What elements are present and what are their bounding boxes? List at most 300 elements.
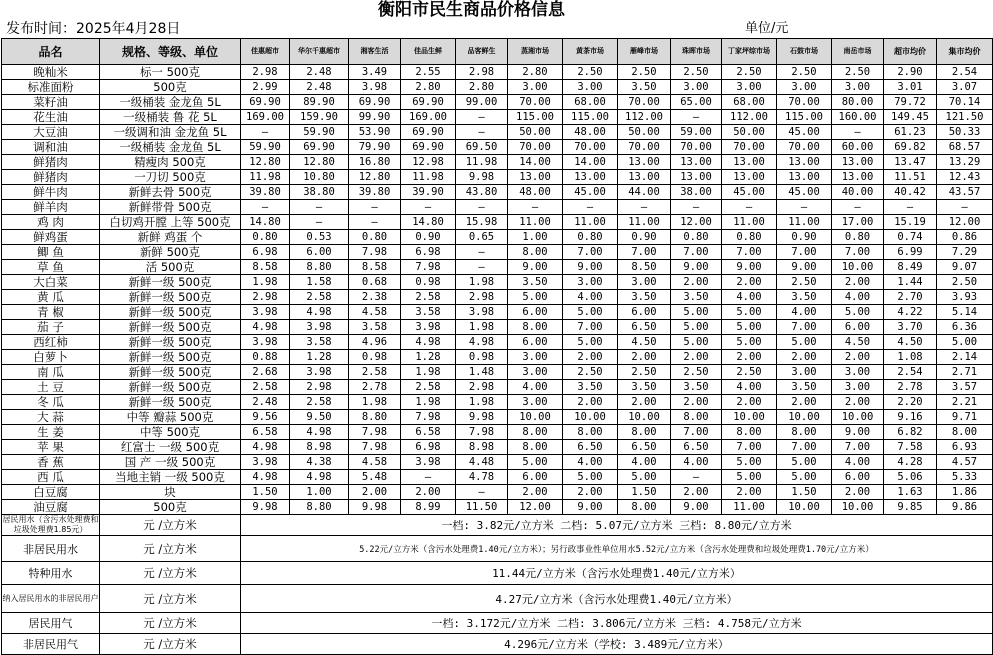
price-cell: 12.00	[671, 215, 722, 230]
price-table	[1, 38, 993, 655]
price-cell: 0.80	[563, 230, 618, 245]
price-cell: 11.00	[777, 215, 832, 230]
price-cell: 80.00	[832, 95, 884, 110]
price-cell: 169.00	[401, 110, 456, 125]
price-cell: 11.98	[241, 170, 290, 185]
average-price-cell: 2.20	[884, 395, 937, 410]
product-name: 鲜牛肉	[2, 185, 100, 200]
price-cell: 2.00	[722, 350, 777, 365]
price-cell: 1.98	[456, 395, 508, 410]
header-store: 南岳市场	[832, 39, 884, 65]
price-cell: 70.00	[671, 140, 722, 155]
table-row	[2, 110, 993, 125]
price-cell: 13.00	[563, 170, 618, 185]
price-cell: 10.00	[722, 410, 777, 425]
average-price-cell: 1.86	[937, 485, 993, 500]
price-cell: 3.98	[456, 305, 508, 320]
price-cell: 3.50	[618, 290, 671, 305]
table-row	[2, 275, 993, 290]
price-cell: 69.90	[349, 95, 401, 110]
average-price-cell: 2.71	[937, 365, 993, 380]
price-cell: 6.98	[401, 245, 456, 260]
price-cell: 5.00	[722, 320, 777, 335]
price-cell: 0.98	[349, 350, 401, 365]
product-spec: 红富士 一级 500克	[100, 440, 241, 455]
price-cell: 4.00	[671, 455, 722, 470]
product-spec: 新鲜去骨 500克	[100, 185, 241, 200]
header-store: 品客鲜生	[456, 39, 508, 65]
price-cell: 9.00	[832, 425, 884, 440]
price-cell: 8.58	[349, 260, 401, 275]
price-cell: 2.00	[832, 275, 884, 290]
price-cell: 3.49	[349, 65, 401, 80]
price-cell: 2.00	[832, 395, 884, 410]
price-cell: 13.00	[722, 170, 777, 185]
price-cell: 1.98	[401, 365, 456, 380]
average-price-cell: 13.29	[937, 155, 993, 170]
table-row	[2, 320, 993, 335]
price-cell: 59.90	[241, 140, 290, 155]
table-row	[2, 155, 993, 170]
price-cell: 9.98	[349, 500, 401, 515]
product-spec: 新鲜一级 500克	[100, 365, 241, 380]
table-row	[2, 65, 993, 80]
price-cell: —	[508, 200, 563, 215]
price-cell: 7.00	[671, 245, 722, 260]
price-cell: 48.00	[508, 185, 563, 200]
price-cell: 7.98	[401, 410, 456, 425]
price-cell: 99.90	[349, 110, 401, 125]
price-cell: 16.80	[349, 155, 401, 170]
price-cell: 7.00	[618, 245, 671, 260]
product-name: 菜籽油	[2, 95, 100, 110]
price-cell: 8.00	[618, 425, 671, 440]
price-cell: 2.00	[671, 485, 722, 500]
product-spec: 新鲜一级 500克	[100, 335, 241, 350]
table-row	[2, 95, 993, 110]
price-cell: 1.28	[290, 350, 349, 365]
price-cell: 1.50	[777, 485, 832, 500]
product-name: 油豆腐	[2, 500, 100, 515]
price-cell: 13.00	[618, 170, 671, 185]
price-cell: 5.00	[722, 305, 777, 320]
price-cell: 8.00	[563, 425, 618, 440]
price-cell: 2.58	[290, 395, 349, 410]
price-cell: 0.65	[456, 230, 508, 245]
price-cell: 2.58	[241, 380, 290, 395]
price-cell: 53.90	[349, 125, 401, 140]
price-cell: 48.00	[563, 125, 618, 140]
utility-row	[2, 585, 993, 613]
price-cell: 2.00	[618, 395, 671, 410]
table-row	[2, 470, 993, 485]
price-cell: 1.28	[401, 350, 456, 365]
table-row	[2, 440, 993, 455]
product-name: 鲜羊肉	[2, 200, 100, 215]
price-cell: 6.00	[832, 470, 884, 485]
price-cell: 1.98	[349, 395, 401, 410]
price-cell: 13.00	[671, 170, 722, 185]
price-cell: 4.50	[618, 335, 671, 350]
price-cell: 2.00	[671, 275, 722, 290]
page-title: 衡阳市民生商品价格信息	[378, 0, 565, 20]
price-cell: 10.80	[290, 170, 349, 185]
average-price-cell: 2.14	[937, 350, 993, 365]
price-cell: 2.00	[832, 350, 884, 365]
price-cell: 70.00	[618, 95, 671, 110]
average-price-cell: 50.33	[937, 125, 993, 140]
product-name: 白豆腐	[2, 485, 100, 500]
price-cell: 0.90	[401, 230, 456, 245]
price-cell: 3.58	[349, 320, 401, 335]
price-cell: 69.90	[401, 95, 456, 110]
price-cell: 3.98	[241, 335, 290, 350]
product-name: 白萝卜	[2, 350, 100, 365]
price-cell: 0.80	[349, 230, 401, 245]
product-name: 晚籼米	[2, 65, 100, 80]
average-price-cell: 8.00	[937, 425, 993, 440]
price-cell: 3.00	[563, 275, 618, 290]
price-cell: 2.58	[349, 365, 401, 380]
publish-date: 发布时间：2025年4月28日	[6, 21, 181, 37]
price-cell: 2.00	[722, 485, 777, 500]
product-spec: 标一 500克	[100, 65, 241, 80]
price-cell: 3.98	[401, 320, 456, 335]
price-cell: 4.58	[349, 305, 401, 320]
average-price-cell: 9.85	[884, 500, 937, 515]
price-cell: 50.00	[508, 125, 563, 140]
price-cell: 2.58	[401, 380, 456, 395]
price-cell: 3.98	[290, 365, 349, 380]
price-cell: 11.98	[456, 155, 508, 170]
price-cell: 9.98	[456, 410, 508, 425]
price-cell: 45.00	[563, 185, 618, 200]
price-cell: 12.80	[290, 155, 349, 170]
product-name: 西 瓜	[2, 470, 100, 485]
price-cell: 45.00	[777, 185, 832, 200]
price-cell: 9.00	[722, 260, 777, 275]
price-cell: 2.38	[349, 290, 401, 305]
price-cell: 0.80	[671, 230, 722, 245]
utility-row	[2, 515, 993, 536]
price-cell: 1.98	[456, 275, 508, 290]
price-cell: 8.80	[349, 410, 401, 425]
product-name: 大白菜	[2, 275, 100, 290]
price-cell: 9.00	[671, 260, 722, 275]
price-cell: 9.00	[671, 500, 722, 515]
price-cell: 10.00	[832, 260, 884, 275]
product-spec: 新鲜一级 500克	[100, 350, 241, 365]
table-row	[2, 425, 993, 440]
price-cell: 3.58	[290, 335, 349, 350]
utility-name: 非居民用气	[2, 634, 100, 655]
product-name: 黄 瓜	[2, 290, 100, 305]
product-spec: 一级桶装 鲁 花 5L	[100, 110, 241, 125]
product-spec: 中等 500克	[100, 425, 241, 440]
price-cell: 9.50	[290, 410, 349, 425]
price-cell: 3.98	[290, 320, 349, 335]
price-cell: 13.00	[832, 155, 884, 170]
price-cell: 0.80	[241, 230, 290, 245]
price-cell: 2.50	[777, 65, 832, 80]
price-cell: 50.00	[618, 125, 671, 140]
price-cell: 69.90	[290, 140, 349, 155]
unit-label: 单位/元	[745, 21, 789, 36]
product-name: 大 蒜	[2, 410, 100, 425]
average-price-cell: 7.58	[884, 440, 937, 455]
table-row	[2, 185, 993, 200]
product-spec: 新鲜一级 500克	[100, 290, 241, 305]
utility-price-desc: 5.22元/立方米（含污水处理费1.40元/立方米）；另行政事业性单位用水5.52元/立方米（含污水处理费和垃圾处理费1.70元/立方米）	[241, 536, 993, 562]
utility-unit: 元 /立方米	[100, 536, 241, 562]
average-price-cell: 7.29	[937, 245, 993, 260]
average-price-cell: 6.93	[937, 440, 993, 455]
product-spec: 国 产 一级 500克	[100, 455, 241, 470]
price-cell: 39.80	[241, 185, 290, 200]
header-name: 品名	[2, 39, 100, 65]
average-price-cell: 70.14	[937, 95, 993, 110]
price-cell: 9.00	[777, 260, 832, 275]
price-cell: 10.00	[618, 410, 671, 425]
price-cell: 69.90	[401, 140, 456, 155]
price-cell: 2.00	[563, 350, 618, 365]
price-cell: 9.98	[456, 170, 508, 185]
price-cell: —	[349, 215, 401, 230]
utility-name: 居民用水（含污水处理费和垃圾处理费1.85元）	[2, 515, 99, 534]
average-price-cell: 13.47	[884, 155, 937, 170]
price-cell: 70.00	[777, 140, 832, 155]
price-cell: 3.50	[508, 275, 563, 290]
price-cell: —	[456, 485, 508, 500]
price-cell: 4.00	[777, 305, 832, 320]
price-cell: 5.00	[722, 335, 777, 350]
price-cell: 10.00	[832, 500, 884, 515]
price-cell: 2.00	[671, 395, 722, 410]
utility-name: 特种用水	[2, 562, 100, 585]
price-cell: 2.78	[349, 380, 401, 395]
price-cell: 2.48	[290, 80, 349, 95]
product-spec: 活 500克	[100, 260, 241, 275]
price-cell: 3.00	[777, 80, 832, 95]
price-cell: 4.00	[618, 455, 671, 470]
price-cell: 2.00	[832, 485, 884, 500]
price-cell: —	[456, 260, 508, 275]
price-cell: 8.00	[777, 425, 832, 440]
average-price-cell: 2.21	[937, 395, 993, 410]
price-cell: 1.48	[456, 365, 508, 380]
price-cell: 3.50	[671, 290, 722, 305]
price-cell: 13.00	[777, 155, 832, 170]
price-cell: 38.00	[671, 185, 722, 200]
average-price-cell: 5.33	[937, 470, 993, 485]
price-cell: 11.00	[508, 215, 563, 230]
utility-unit: 元 /立方米	[100, 515, 241, 536]
price-cell: 7.00	[563, 245, 618, 260]
header-store: 雁峰市场	[618, 39, 671, 65]
average-price-cell: 2.50	[937, 275, 993, 290]
price-cell: 45.00	[722, 185, 777, 200]
price-cell: 8.99	[401, 500, 456, 515]
price-cell: 5.00	[671, 305, 722, 320]
price-cell: 7.00	[722, 245, 777, 260]
price-cell: 4.96	[349, 335, 401, 350]
table-row	[2, 260, 993, 275]
price-cell: 11.00	[722, 500, 777, 515]
price-cell: —	[401, 470, 456, 485]
price-cell: 1.00	[290, 485, 349, 500]
price-cell: 43.80	[456, 185, 508, 200]
price-cell: 5.00	[777, 470, 832, 485]
price-cell: —	[832, 125, 884, 140]
price-cell: 11.00	[563, 215, 618, 230]
product-name: 苹 果	[2, 440, 100, 455]
price-cell: 6.50	[563, 440, 618, 455]
price-cell: 4.00	[832, 290, 884, 305]
price-cell: —	[563, 200, 618, 215]
average-price-cell: 61.23	[884, 125, 937, 140]
price-cell: 13.00	[618, 155, 671, 170]
product-spec: 一级桶装 金龙鱼 5L	[100, 95, 241, 110]
product-spec: 新鲜带骨 500克	[100, 200, 241, 215]
price-cell: 2.00	[349, 485, 401, 500]
price-cell: 9.56	[241, 410, 290, 425]
header-store: 珠晖市场	[671, 39, 722, 65]
price-cell: 60.00	[832, 140, 884, 155]
product-spec: 精瘦肉 500克	[100, 155, 241, 170]
price-cell: 4.50	[832, 335, 884, 350]
price-cell: 2.50	[832, 65, 884, 80]
price-cell: 45.00	[777, 125, 832, 140]
price-cell: 3.00	[722, 80, 777, 95]
price-cell: 2.00	[563, 485, 618, 500]
price-cell: 6.58	[241, 425, 290, 440]
price-cell: 5.00	[722, 455, 777, 470]
table-row	[2, 485, 993, 500]
utility-name: 非居民用水	[2, 536, 100, 562]
price-cell: 3.98	[401, 455, 456, 470]
price-cell: 5.00	[508, 455, 563, 470]
price-cell: 8.98	[290, 440, 349, 455]
price-cell: 2.50	[618, 65, 671, 80]
table-row	[2, 245, 993, 260]
price-cell: 14.00	[563, 155, 618, 170]
price-cell: 2.50	[777, 275, 832, 290]
price-cell: 4.58	[349, 455, 401, 470]
utility-price-desc: 一档: 3.82元/立方米 二档: 5.07元/立方米 三档: 8.80元/立方米	[241, 515, 993, 536]
price-cell: 6.00	[290, 245, 349, 260]
price-cell: 65.00	[671, 95, 722, 110]
price-cell: 3.50	[777, 290, 832, 305]
product-name: 香 蕉	[2, 455, 100, 470]
price-cell: —	[290, 200, 349, 215]
price-cell: 0.90	[777, 230, 832, 245]
price-cell: 7.98	[401, 260, 456, 275]
price-cell: 6.50	[671, 440, 722, 455]
price-cell: 4.00	[563, 290, 618, 305]
price-cell: 0.53	[290, 230, 349, 245]
average-price-cell: 0.74	[884, 230, 937, 245]
product-name: 大豆油	[2, 125, 100, 140]
utility-unit: 元 /立方米	[100, 634, 241, 655]
price-cell: 4.98	[241, 320, 290, 335]
table-row	[2, 80, 993, 95]
price-cell: 4.98	[290, 470, 349, 485]
average-price-cell: 9.86	[937, 500, 993, 515]
utility-unit: 元 /立方米	[100, 613, 241, 634]
price-cell: 39.90	[401, 185, 456, 200]
price-cell: —	[290, 215, 349, 230]
price-cell: 10.00	[777, 410, 832, 425]
price-cell: 99.00	[456, 95, 508, 110]
table-row	[2, 305, 993, 320]
price-cell: 89.90	[290, 95, 349, 110]
average-price-cell: 3.07	[937, 80, 993, 95]
product-name: 鸡 肉	[2, 215, 100, 230]
header-store: 佳品生鲜	[401, 39, 456, 65]
table-row	[2, 455, 993, 470]
header-store: 佳惠超市	[241, 39, 290, 65]
price-cell: —	[401, 200, 456, 215]
price-cell: 8.80	[290, 500, 349, 515]
price-cell: 2.68	[241, 365, 290, 380]
price-cell: 4.48	[456, 455, 508, 470]
price-cell: —	[671, 470, 722, 485]
table-row	[2, 290, 993, 305]
price-cell: 2.98	[241, 65, 290, 80]
price-cell: 0.88	[241, 350, 290, 365]
price-cell: 70.00	[777, 95, 832, 110]
price-cell: 3.98	[349, 80, 401, 95]
price-cell: 0.90	[618, 230, 671, 245]
price-cell: 14.00	[508, 155, 563, 170]
average-price-cell: 1.63	[884, 485, 937, 500]
average-price-cell: —	[884, 200, 937, 215]
average-price-cell: 121.50	[937, 110, 993, 125]
price-cell: 3.58	[401, 305, 456, 320]
price-cell: 3.00	[671, 80, 722, 95]
price-cell: 2.00	[508, 485, 563, 500]
price-cell: 4.00	[508, 380, 563, 395]
price-cell: 8.00	[508, 320, 563, 335]
price-cell: 9.98	[241, 500, 290, 515]
average-price-cell: 79.72	[884, 95, 937, 110]
price-cell: 7.00	[777, 320, 832, 335]
average-price-cell: 9.07	[937, 260, 993, 275]
price-cell: 3.98	[241, 455, 290, 470]
header-store: 蒸湘市场	[508, 39, 563, 65]
price-cell: 68.00	[563, 95, 618, 110]
price-cell: 2.58	[401, 290, 456, 305]
price-cell: 2.98	[456, 290, 508, 305]
price-cell: 7.00	[832, 440, 884, 455]
average-price-cell: 5.06	[884, 470, 937, 485]
price-cell: 6.00	[508, 305, 563, 320]
price-cell: 5.00	[618, 470, 671, 485]
price-cell: 68.00	[722, 95, 777, 110]
average-price-cell: 11.51	[884, 170, 937, 185]
price-cell: 70.00	[508, 140, 563, 155]
utility-price-desc: 4.27元/立方米（含污水处理费1.40元/立方米）	[241, 585, 993, 613]
price-cell: 2.80	[456, 80, 508, 95]
price-cell: 5.00	[508, 290, 563, 305]
price-cell: 7.00	[777, 245, 832, 260]
price-cell: 2.00	[671, 350, 722, 365]
price-cell: 13.00	[722, 155, 777, 170]
average-price-cell: 9.71	[937, 410, 993, 425]
price-cell: 8.58	[241, 260, 290, 275]
price-cell: 2.00	[722, 275, 777, 290]
price-cell: —	[241, 125, 290, 140]
